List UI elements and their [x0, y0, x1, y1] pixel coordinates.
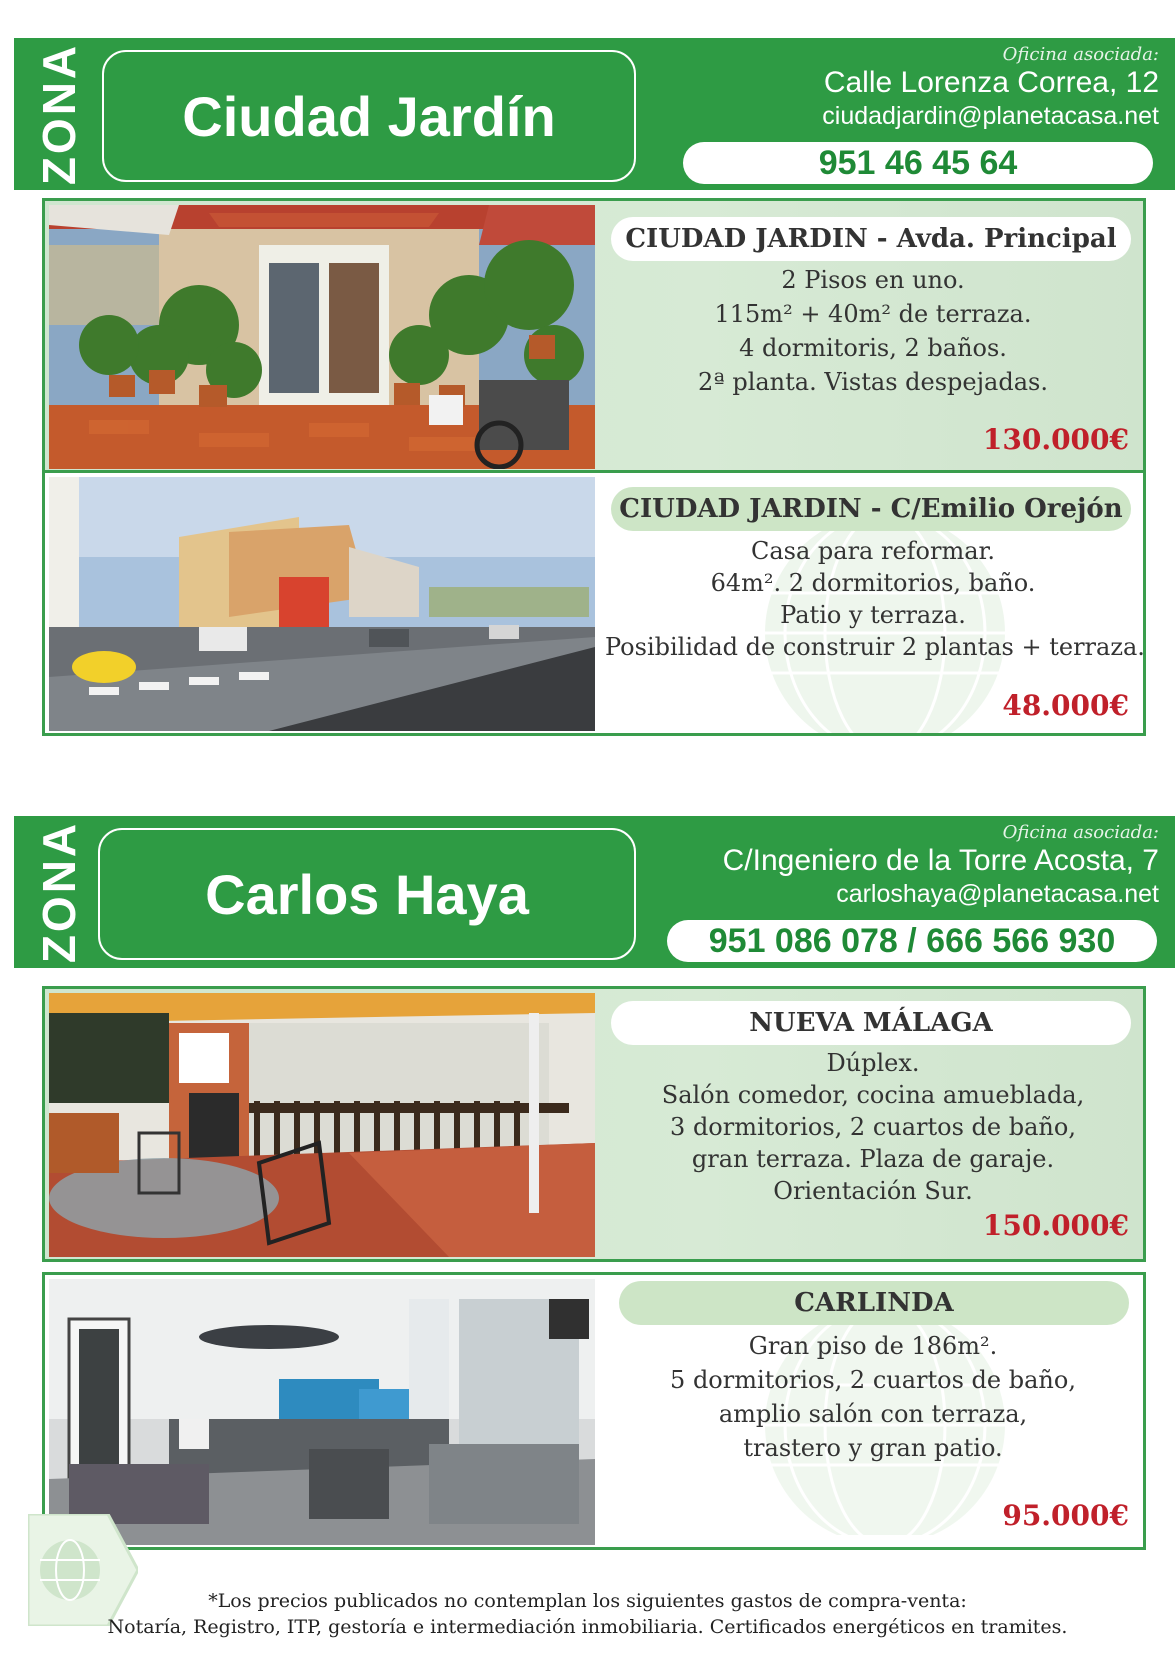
- listing-card[interactable]: [42, 1272, 1146, 1550]
- price-disclaimer: [0, 1588, 1175, 1640]
- terrace-with-plants-photo: [49, 205, 595, 469]
- zone-name: Carlos Haya: [205, 862, 529, 926]
- listing-title: CIUDAD JARDIN - C/Emilio Orejón: [611, 487, 1131, 531]
- patio-with-table-photo: [49, 993, 595, 1257]
- listing-description: Casa para reformar. 64m². 2 dormitorios, baño. Patio y terraza. Posibilidad de construir 2 plantas + terraza.: [605, 537, 1145, 661]
- office-email[interactable]: carloshaya@planetacasa.net: [836, 880, 1159, 908]
- listing-description: Gran piso de 186m². 5 dormitorios, 2 cuartos de baño, amplio salón con terraza, trastero y gran patio.: [670, 1332, 1076, 1462]
- street-view-photo: [49, 477, 595, 731]
- listing-title: NUEVA MÁLAGA: [611, 1001, 1131, 1045]
- listing-price: 150.000€: [982, 1209, 1129, 1242]
- office-tagline: Oficina asociada:: [1002, 44, 1159, 65]
- zone-header-ciudad-jardin: [14, 38, 1175, 190]
- office-address: Calle Lorenza Correa, 12: [823, 66, 1159, 99]
- listing-card[interactable]: [42, 986, 1146, 1262]
- disclaimer-line-2: Notaría, Registro, ITP, gestoría e intermediación inmobiliaria. Certificados energéticos en tramites.: [107, 1616, 1068, 1638]
- office-info: [822, 44, 1159, 131]
- listing-title: CARLINDA: [619, 1281, 1129, 1325]
- zona-label: ZONA: [33, 42, 86, 186]
- zone-name-box: [98, 828, 636, 960]
- office-phone[interactable]: 951 46 45 64: [683, 142, 1153, 184]
- zone-name-box: [102, 50, 636, 182]
- listing-card[interactable]: [42, 470, 1146, 736]
- listing-price: 48.000€: [1002, 689, 1129, 722]
- listing-description: 2 Pisos en uno. 115m² + 40m² de terraza. 4 dormitoris, 2 baños. 2ª planta. Vistas despejadas.: [698, 266, 1048, 396]
- zone-name: Ciudad Jardín: [182, 84, 556, 148]
- disclaimer-line-1: *Los precios publicados no contemplan los siguientes gastos de compra-venta:: [208, 1590, 967, 1612]
- listing-price: 130.000€: [982, 423, 1129, 456]
- listing-card[interactable]: [42, 198, 1146, 474]
- listing-title: CIUDAD JARDIN - Avda. Principal: [611, 217, 1131, 261]
- zona-label: ZONA: [33, 820, 86, 964]
- office-info: [723, 822, 1159, 909]
- listing-description: Dúplex. Salón comedor, cocina amueblada, 3 dormitorios, 2 cuartos de baño, gran terraza. Plaza de garaje. Orientación Sur.: [661, 1049, 1085, 1205]
- office-tagline: Oficina asociada:: [1002, 822, 1159, 843]
- office-email[interactable]: ciudadjardin@planetacasa.net: [822, 102, 1159, 130]
- office-interior-photo: [49, 1279, 595, 1545]
- office-address: C/Ingeniero de la Torre Acosta, 7: [722, 844, 1159, 877]
- listing-price: 95.000€: [1002, 1499, 1129, 1532]
- office-phone[interactable]: 951 086 078 / 666 566 930: [667, 920, 1157, 962]
- zone-header-carlos-haya: [14, 816, 1175, 968]
